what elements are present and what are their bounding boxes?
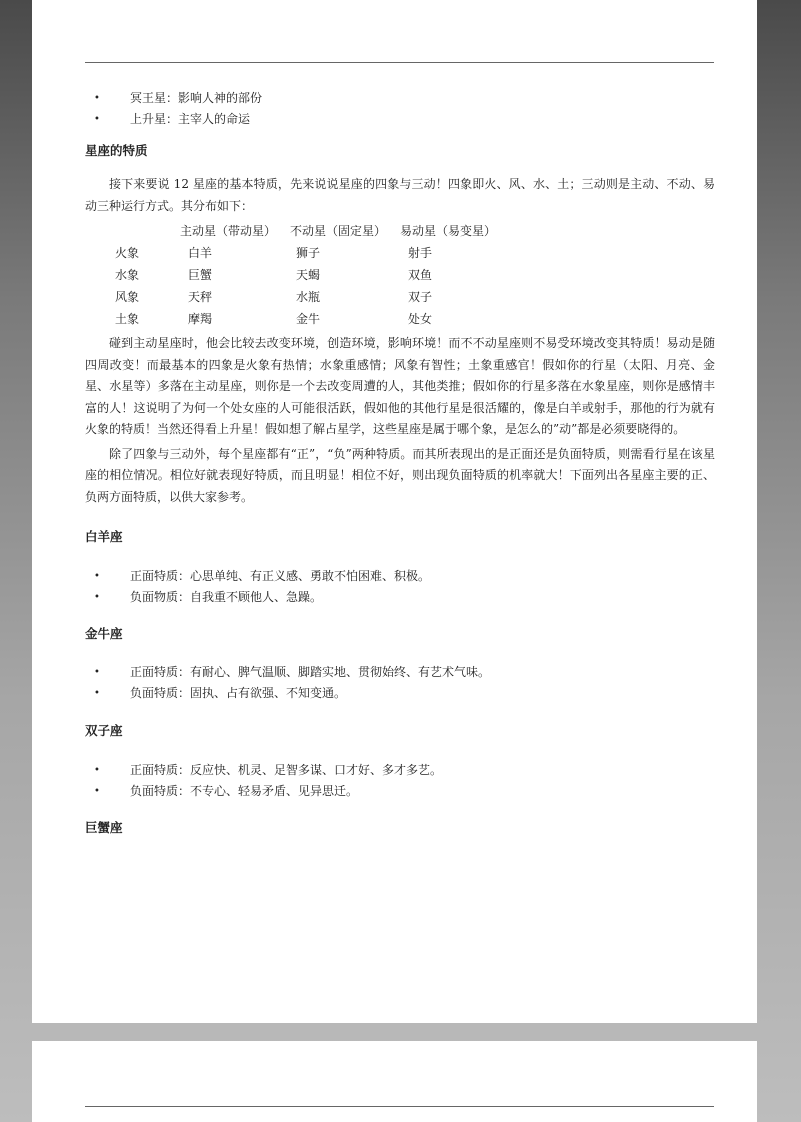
table-header-cell: 不动星（固定星） — [290, 224, 387, 238]
table-row — [115, 286, 510, 308]
header-rule — [85, 1106, 714, 1107]
section-heading: 金牛座 — [85, 626, 123, 641]
table-cell: 狮子 — [296, 246, 321, 260]
table-cell: 土象 — [115, 312, 140, 326]
list-item-text: 冥王星：影响人神的部份 — [130, 91, 263, 105]
section-heading: 双子座 — [85, 723, 123, 738]
list-item-text: 正面特质：心思单纯、有正义感、勇敢不怕困难、积极。 — [130, 569, 431, 583]
list-item-text: 正面特质：有耐心、脾气温顺、脚踏实地、贯彻始终、有艺术气味。 — [130, 665, 491, 679]
paragraph: 接下来要说 12 星座的基本特质，先来说说星座的四象与三动！四象即火、风、水、土；三动则是主动、不动、易动三种运行方式。其分布如下： — [85, 177, 715, 213]
table-cell: 射手 — [408, 246, 433, 260]
document-page-next — [32, 1041, 757, 1122]
table-cell: 双鱼 — [408, 268, 433, 282]
table-cell: 双子 — [408, 290, 433, 304]
bullet-icon: • — [94, 786, 100, 797]
table-row — [115, 264, 510, 286]
table-header-cell: 主动星（带动星） — [180, 224, 277, 238]
list-item — [85, 587, 715, 608]
table-header-cell: 易动星（易变星） — [400, 224, 497, 238]
table-cell: 风象 — [115, 290, 140, 304]
list-item-text: 负面特质：不专心、轻易矛盾、见异思迁。 — [130, 784, 359, 798]
table-cell: 火象 — [115, 246, 140, 260]
table-cell: 巨蟹 — [188, 268, 213, 282]
bullet-icon: • — [94, 114, 100, 125]
list-item — [85, 109, 715, 130]
table-row — [115, 308, 510, 330]
table-header-row — [115, 220, 510, 242]
traits-bullet-list — [85, 760, 715, 802]
intro-bullet-list — [85, 88, 715, 130]
list-item — [85, 566, 715, 587]
paragraph: 碰到主动星座时，他会比较去改变环境，创造环境，影响环境！而不不动星座则不易受环境改变其特质！易动是随四周改变！而最基本的四象是火象有热情；水象重感情；风象有智性；土象重感官！假如你的行星（太阳、月亮、金星、水星等）多落在主动星座，则你是一个去改变周遭的人，其他类推；假如你的行星多落在水象星座，则你是感情丰富的人！这说明了为何一个处女座的人可能很活跃，假如他的其他行星是很活耀的，像是白羊或射手，那他的行为就有火象的特质！当然还得看上升星！假如想了解占星学，这些星座是属于哪个象，是怎么的”动”都是必须要晓得的。 — [85, 336, 715, 436]
list-item-text: 负面物质：自我重不顾他人、急躁。 — [130, 590, 323, 604]
list-item-text: 正面特质：反应快、机灵、足智多谋、口才好、多才多艺。 — [130, 763, 443, 777]
bullet-icon: • — [94, 765, 100, 776]
bullet-icon: • — [94, 688, 100, 699]
list-item — [85, 88, 715, 109]
table-cell: 天蝎 — [296, 268, 321, 282]
list-item — [85, 662, 715, 683]
traits-bullet-list — [85, 566, 715, 608]
bullet-icon: • — [94, 93, 100, 104]
table-cell: 天秤 — [188, 290, 213, 304]
section-heading: 巨蟹座 — [85, 820, 123, 835]
table-row — [115, 242, 510, 264]
list-item-text: 负面特质：固执、占有欲强、不知变通。 — [130, 686, 347, 700]
bullet-icon: • — [94, 592, 100, 603]
table-cell: 摩羯 — [188, 312, 213, 326]
table-cell: 处女 — [408, 312, 433, 326]
elements-table — [115, 220, 510, 330]
header-rule — [85, 62, 714, 63]
table-cell: 金牛 — [296, 312, 321, 326]
traits-bullet-list — [85, 662, 715, 704]
table-cell: 水象 — [115, 268, 140, 282]
list-item — [85, 781, 715, 802]
table-cell: 白羊 — [188, 246, 213, 260]
list-item-text: 上升星：主宰人的命运 — [130, 112, 251, 126]
bullet-icon: • — [94, 571, 100, 582]
table-cell: 水瓶 — [296, 290, 321, 304]
bullet-icon: • — [94, 667, 100, 678]
list-item — [85, 683, 715, 704]
document-page — [32, 0, 757, 1023]
section-heading: 白羊座 — [85, 529, 123, 544]
list-item — [85, 760, 715, 781]
page-content — [85, 88, 715, 838]
paragraph: 除了四象与三动外，每个星座都有“正”，“负”两种特质。而其所表现出的是正面还是负面特质，则需看行星在该星座的相位情况。相位好就表现好特质，而且明显！相位不好，则出现负面特质的机率就大！下面列出各星座主要的正、负两方面特质，以供大家参考。 — [85, 446, 715, 504]
table-header-cell — [115, 220, 180, 242]
section-heading: 星座的特质 — [85, 143, 148, 158]
